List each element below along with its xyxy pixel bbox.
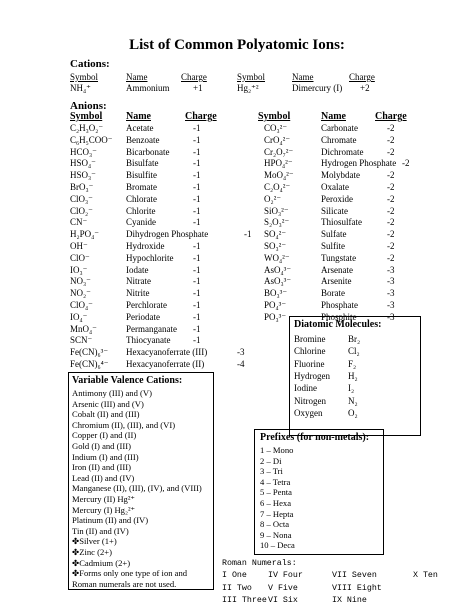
- variable-valence-item: Copper (I) and (II): [72, 430, 137, 441]
- anion-charge: -1: [193, 170, 201, 181]
- anion-name: Dichromate: [321, 146, 364, 157]
- anion-symbol: C₂O₄²⁻: [264, 182, 291, 192]
- anion-name: Molybdate: [321, 170, 360, 181]
- variable-valence-item: Chromium (II), (III), and (VI): [72, 419, 176, 430]
- anion-name: Borate: [321, 288, 345, 299]
- roman-numeral: III Three: [222, 596, 267, 605]
- anion-charge: -1: [193, 288, 201, 299]
- anion-symbol: PO₃³⁻: [264, 311, 287, 322]
- prefix-item: 7 – Hepta: [260, 508, 294, 519]
- anion-symbol: SiO₃²⁻: [264, 205, 289, 216]
- anion-symbol: CO₃²⁻: [264, 123, 288, 133]
- anion-charge: -1: [193, 276, 201, 287]
- anion-charge: -2: [387, 217, 395, 228]
- anion-charge: -2: [387, 252, 395, 263]
- anion-symbol: MnO₄⁻: [70, 323, 97, 334]
- anion-symbol: IO₃⁻: [70, 264, 88, 275]
- anion-name: Bicarbonate: [126, 146, 170, 157]
- prefix-item: 4 – Tetra: [260, 476, 291, 487]
- anion-charge: -2: [402, 158, 410, 169]
- variable-valence-item: Lead (II) and (IV): [72, 472, 135, 483]
- cation-charge-2: +2: [360, 83, 370, 93]
- anion-name: Cyanide: [126, 217, 156, 228]
- anion-charge: -1: [193, 311, 201, 322]
- cation-symbol: NH₄⁺: [70, 83, 91, 93]
- anions-heading: Anions:: [70, 100, 107, 112]
- diatomic-formula: I₂: [348, 383, 355, 394]
- anion-charge: -2: [387, 241, 395, 251]
- variable-valence-item: Gold (I) and (III): [72, 441, 131, 451]
- anion-symbol: IO₄⁻: [70, 311, 88, 322]
- anion-symbol: ClO₄⁻: [70, 300, 93, 310]
- anion-name: Chlorate: [126, 193, 157, 204]
- prefix-item: 3 – Tri: [260, 466, 283, 477]
- anion-symbol: Fe(CN)₆³⁻: [70, 347, 109, 358]
- anion-symbol: SO₄²⁻: [264, 229, 287, 240]
- anion-charge: -1: [193, 323, 201, 334]
- anion-symbol: S₂O₃²⁻: [264, 217, 290, 228]
- prefix-item: 6 – Hexa: [260, 498, 292, 508]
- anion-name: Oxalate: [321, 182, 349, 192]
- cations-header-charge: Charge: [181, 72, 207, 82]
- roman-numeral: VI Six: [268, 596, 298, 605]
- anion-symbol: AsO₄³⁻: [264, 264, 292, 275]
- anion-charge: -2: [387, 146, 395, 157]
- diatomic-formula: N₂: [348, 395, 358, 406]
- diatomic-name: Hydrogen: [294, 370, 330, 381]
- cation-symbol-2: Hg₂⁺²: [237, 83, 259, 93]
- anion-charge: -1: [244, 229, 252, 240]
- variable-valence-item: Cobalt (II) and (III): [72, 409, 140, 420]
- anion-symbol: BO₃³⁻: [264, 288, 288, 299]
- anion-charge: -1: [193, 300, 201, 310]
- prefix-item: 1 – Mono: [260, 445, 294, 455]
- variable-valence-item: ✤Forms only one type of ion and: [72, 568, 188, 579]
- anion-symbol: SCN⁻: [70, 335, 93, 346]
- anion-name: Hexacyanoferrate (III): [126, 347, 208, 358]
- diatomic-formula: Cl₂: [348, 346, 360, 357]
- cations-header-name-2: Name: [292, 72, 314, 82]
- diatomic-formula: H₂: [348, 370, 358, 381]
- anion-symbol: ClO₂⁻: [70, 205, 93, 216]
- anion-charge: -2: [387, 123, 395, 133]
- anion-symbol: C₂H₃O₂⁻: [70, 123, 104, 133]
- variable-valence-item: Platinum (II) and (IV): [72, 515, 149, 526]
- anions-header-name-2: Name: [321, 111, 346, 122]
- anions-header-charge: Charge: [185, 111, 217, 122]
- diatomic-name: Chlorine: [294, 346, 326, 357]
- roman-numeral: VIII Eight: [332, 583, 382, 593]
- diatomic-formula: Br₂: [348, 334, 361, 344]
- prefixes-box: [254, 429, 384, 555]
- anion-charge: -1: [193, 193, 201, 204]
- anion-charge: -1: [193, 158, 201, 169]
- anion-name: Arsenate: [321, 264, 353, 275]
- anion-name: Silicate: [321, 205, 348, 216]
- anion-charge: -1: [193, 205, 201, 216]
- anion-charge: -1: [193, 241, 201, 251]
- prefix-item: 8 – Octa: [260, 519, 290, 530]
- anion-symbol: HPO₄²⁻: [264, 158, 293, 169]
- variable-valence-item: Manganese (II), (III), (IV), and (VIII): [72, 483, 202, 494]
- anion-symbol: BrO₃⁻: [70, 182, 94, 192]
- cations-header-symbol-2: Symbol: [237, 72, 266, 82]
- diatomic-name: Nitrogen: [294, 395, 326, 406]
- anion-charge: -1: [193, 252, 201, 263]
- anion-symbol: CrO₄²⁻: [264, 134, 291, 145]
- diatomic-name: Iodine: [294, 383, 317, 394]
- variable-valence-box: [68, 372, 214, 590]
- anion-charge: -2: [387, 229, 395, 240]
- anion-symbol: HCO₃⁻: [70, 146, 97, 157]
- diatomic-name: Bromine: [294, 334, 326, 344]
- variable-valence-item: Mercury (II) Hg²⁺: [72, 494, 135, 504]
- anion-charge: -2: [387, 134, 395, 145]
- anion-name: Thiosulfate: [321, 217, 362, 228]
- anions-header-symbol-2: Symbol: [258, 111, 291, 122]
- anion-name: Phosphate: [321, 300, 358, 310]
- cation-name: Ammonium: [126, 83, 170, 93]
- prefix-item: 10 – Deca: [260, 540, 295, 551]
- anion-charge: -3: [387, 264, 395, 275]
- anion-charge: -1: [193, 134, 201, 145]
- anion-charge: -1: [193, 335, 201, 346]
- anion-name: Thiocyanate: [126, 335, 171, 346]
- anion-name: Hydrogen Phosphate: [321, 158, 397, 169]
- anion-name: Bromate: [126, 182, 157, 192]
- anion-name: Hydroxide: [126, 241, 165, 251]
- variable-valence-item: Indium (I) and (III): [72, 451, 139, 462]
- variable-valence-item: ✤Zinc (2+): [72, 547, 112, 557]
- anion-symbol: Fe(CN)₆⁴⁻: [70, 359, 109, 369]
- anion-charge: -3: [387, 288, 395, 299]
- anion-name: Peroxide: [321, 193, 353, 204]
- prefix-item: 2 – Di: [260, 455, 282, 466]
- anion-name: Chlorite: [126, 205, 156, 216]
- anion-symbol: O₂²⁻: [264, 193, 282, 204]
- anion-symbol: Cr₂O₇²⁻: [264, 146, 294, 157]
- diatomic-name: Oxygen: [294, 407, 323, 418]
- anion-charge: -3: [237, 347, 245, 358]
- anions-header-name: Name: [126, 111, 151, 122]
- diatomic-heading: Diatomic Molecules:: [294, 319, 382, 330]
- cations-header-symbol: Symbol: [70, 72, 99, 82]
- anion-symbol: AsO₃³⁻: [264, 276, 292, 287]
- prefix-item: 5 – Penta: [260, 487, 292, 498]
- anions-header-symbol: Symbol: [70, 111, 103, 122]
- anion-name: Dihydrogen Phosphate: [126, 229, 209, 240]
- anion-symbol: NO₂⁻: [70, 288, 91, 299]
- anion-name: Carbonate: [321, 123, 358, 133]
- diatomic-formula: O₂: [348, 407, 358, 418]
- anion-charge: -3: [387, 276, 395, 287]
- anions-header-charge-2: Charge: [375, 111, 407, 122]
- cation-name-2: Dimercury (I): [292, 83, 343, 93]
- anion-name: Acetate: [126, 123, 154, 133]
- anion-symbol: HSO₄⁻: [70, 158, 96, 169]
- roman-numeral: IX Nine: [332, 596, 367, 605]
- anion-symbol: CN⁻: [70, 217, 88, 228]
- roman-numeral: X Ten: [413, 571, 438, 580]
- anion-charge: -3: [387, 300, 395, 310]
- roman-numeral: VII Seven: [332, 571, 377, 580]
- anion-charge: -4: [237, 359, 245, 369]
- anion-name: Sulfate: [321, 229, 347, 240]
- anion-name: Permanganate: [126, 323, 177, 334]
- anion-name: Nitrate: [126, 276, 151, 287]
- anion-symbol: PO₄³⁻: [264, 300, 287, 310]
- anion-charge: -1: [193, 146, 201, 157]
- roman-heading: Roman Numerals:: [222, 559, 297, 568]
- diatomic-name: Fluorine: [294, 358, 325, 369]
- variable-valence-item: Arsenic (III) and (V): [72, 398, 144, 409]
- variable-valence-item: Tin (II) and (IV): [72, 525, 129, 536]
- anion-charge: -1: [193, 123, 201, 133]
- anion-name: Hexacyanoferrate (II): [126, 359, 205, 369]
- anion-name: Periodate: [126, 311, 160, 322]
- variable-valence-item: Roman numerals are not used.: [72, 578, 177, 589]
- anion-symbol: OH⁻: [70, 241, 88, 251]
- cations-header-name: Name: [126, 72, 148, 82]
- anion-name: Benzoate: [126, 134, 160, 145]
- anion-charge: -1: [193, 182, 201, 192]
- cations-heading: Cations:: [70, 58, 110, 70]
- anion-charge: -2: [387, 193, 395, 204]
- anion-charge: -2: [387, 182, 395, 192]
- anion-charge: -3: [387, 311, 395, 322]
- anion-charge: -1: [193, 264, 201, 275]
- roman-numeral: V Five: [268, 583, 298, 593]
- anion-symbol: ClO₃⁻: [70, 193, 93, 204]
- page-title: List of Common Polyatomic Ions:: [129, 37, 345, 53]
- anion-charge: -2: [387, 170, 395, 181]
- anion-name: Bisulfate: [126, 158, 159, 169]
- anion-name: Bisulfite: [126, 170, 157, 181]
- variable-valence-item: Mercury (I) Hg₂²⁺: [72, 504, 136, 515]
- anion-name: Iodate: [126, 264, 149, 275]
- anion-symbol: C₆H₅COO⁻: [70, 134, 113, 145]
- variable-valence-heading: Variable Valence Cations:: [72, 375, 183, 386]
- anion-name: Hypochlorite: [126, 252, 174, 263]
- prefix-item: 9 – Nona: [260, 529, 292, 540]
- diatomic-formula: F₂: [348, 358, 357, 369]
- anion-name: Perchlorate: [126, 300, 167, 310]
- anion-name: Chromate: [321, 134, 357, 145]
- variable-valence-item: Iron (II) and (III): [72, 462, 131, 473]
- prefixes-heading: Prefixes (for non-metals):: [260, 432, 370, 443]
- anion-name: Sulfite: [321, 241, 345, 251]
- cation-charge: +1: [193, 83, 203, 93]
- anion-charge: -2: [387, 205, 395, 216]
- anion-symbol: WO₄²⁻: [264, 252, 290, 263]
- anion-symbol: H₂PO₄⁻: [70, 229, 100, 240]
- anion-symbol: SO₃²⁻: [264, 241, 287, 251]
- anion-symbol: ClO⁻: [70, 252, 90, 263]
- anion-name: Phosphite: [321, 311, 357, 322]
- anion-name: Arsenite: [321, 276, 352, 287]
- roman-numeral: II Two: [222, 583, 252, 593]
- anion-symbol: NO₃⁻: [70, 276, 91, 287]
- cations-header-charge-2: Charge: [349, 72, 375, 82]
- anion-name: Nitrite: [126, 288, 150, 299]
- roman-numeral: IV Four: [268, 571, 303, 580]
- anion-symbol: MoO₄²⁻: [264, 170, 294, 181]
- anion-name: Tungstate: [321, 252, 357, 263]
- variable-valence-item: ✤Silver (1+): [72, 536, 117, 547]
- variable-valence-item: Antimony (III) and (V): [72, 388, 152, 398]
- anion-symbol: HSO₃⁻: [70, 170, 96, 181]
- variable-valence-item: ✤Cadmium (2+): [72, 557, 131, 568]
- diatomic-box: [289, 316, 421, 436]
- anion-charge: -1: [193, 217, 201, 228]
- roman-numeral: I One: [222, 571, 247, 580]
